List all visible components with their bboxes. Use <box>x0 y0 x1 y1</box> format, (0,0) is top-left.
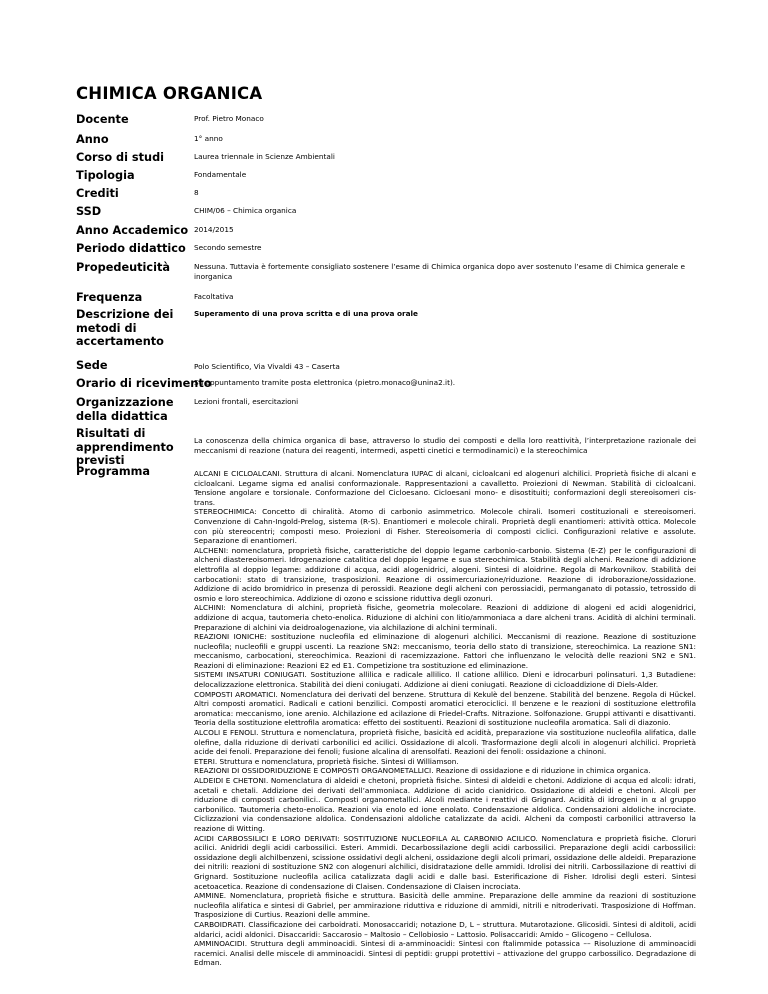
programma-paragraph: COMPOSTI AROMATICI. Nomenclatura dei derivati del benzene. Struttura di Kekulè del benzene. Stabilità del benzene. Regola di Hückel. Altri composti aromatici. Radicali e cationi benzilici. Composti aromatici eterociclici. Il benzene e le reazioni di sostituzione elettrofila aromatica: meccanismo, ione arenio. Alchilazione ed acilazione di Friedel-Crafts. Nitrazione. Solfonazione. Gruppi attivanti e disattivanti. Teoria della sostituzione elettrofila aromatica: effetto dei sostituenti. Reazioni di sostituzione nucleofila aromatica. Sali di diazonio. <box>194 689 696 728</box>
course-info-table <box>76 113 696 968</box>
programma-paragraph: ALCHINI: Nomenclatura di alchini, proprietà fisiche, geometria molecolare. Reazioni di addizione di alogeni ed acidi alogenidrici, addizione di acqua, tautomeria cheto-enolica. Riduzione di alchini con litio/ammoniaca a dare alcheni trans. Acidità di alchini terminali. Preparazione di alchini via deidroalogenazione, via alchilazione di alchini terminali. <box>194 603 696 632</box>
crediti-value: 8 <box>194 188 199 197</box>
programma-paragraph: ALCHENI: nomenclatura, proprietà fisiche, caratteristiche del doppio legame carbonio-carbonio. Sistema (E-Z) per le configurazioni di alcheni diastereoisomeri. Idrogenazione catalitica del doppio legame e sua stereochimica. Stabilità degli alcheni. Reazione di addizione elettrofila al doppio legame: addizione di acqua, acidi alogenidrici, alogeni. Sintesi di aloidrine. Regola di Markovnikov. Stabilità dei carbocationi: stato di transizione, trasposizioni. Reazione di ossimercuriazione/riduzione. Reazione di idroborazione/ossidazione. Addizione di acido bromidrico in presenza di perossidi. Reazione degli alcheni con perossiacidi, permanganato di potassio, tetrossido di osmio e loro stereochimica. Addizione di ozono e scissione riduttiva degli ozonuri. <box>194 545 696 603</box>
periodo-value: Secondo semestre <box>194 243 262 252</box>
orario-label: Orario di ricevimento <box>76 377 212 390</box>
anno-label: Anno <box>76 133 109 146</box>
ssd-label: SSD <box>76 205 102 218</box>
row-crediti <box>76 187 696 205</box>
sede-value: Polo Scientifico, Via Vivaldi 43 – Caserta <box>194 362 340 371</box>
row-risultati <box>76 427 696 465</box>
corso-value: Laurea triennale in Scienze Ambientali <box>194 152 335 161</box>
row-frequenza <box>76 291 696 308</box>
programma-content <box>194 465 696 968</box>
docente-label: Docente <box>76 113 129 126</box>
programma-paragraph: AMMINE. Nomenclatura, proprietà fisiche e struttura. Basicità delle ammine. Preparazione delle ammine da reazioni di sostituzione nucleofila alifatica e sintesi di Gabriel, per ammirazione riduttiva e riduzione di ammidi, nitrili e nitroderivati. Trasposizione di Hoffman. Trasposizione di Curtius. Reazioni delle ammine. <box>194 891 696 920</box>
row-propedeuticita <box>76 261 696 291</box>
row-sede <box>76 359 696 377</box>
programma-paragraph: ACIDI CARBOSSILICI E LORO DERIVATI: SOSTITUZIONE NUCLEOFILA AL CARBONIO ACILICO. Nomenclatura e proprietà fisiche. Cloruri acilici. Anidridi degli acidi carbossilici. Esteri. Ammidi. Decarbossilazione degli acidi carbossilici. Preparazione degli acidi carbossilici: ossidazione degli alchilbenzeni, scissione ossidativi degli alcheni, ossidazione degli alcoli primari, ossidazione delle aldeidi. Preparazione dei nitrili: reazioni di sostituzione SN2 con alogenuri alchilici, disidratazione delle ammidi. Idrolisi dei nitrili. Carbossilazione di reattivi di Grignard. Sostituzione nucleofila acilica catalizzata dagli acidi e dalle basi. Esterificazione di Fisher. Idrolisi degli esteri. Sintesi acetoacetica. Reazione di condensazione di Claisen. Condensazione di Claisen incrociata. <box>194 833 696 891</box>
anno-accademico-label: Anno Accademico <box>76 224 189 237</box>
programma-paragraph: CARBOIDRATI. Classificazione dei carboidrati. Monosaccaridi; notazione D, L – struttura. Mutarotazione. Glicosidi. Sintesi di alditoli, acidi aldarici, acidi aldonici. Disaccaridi: Saccarosio – Maltosio – Cellobiosio – Lattosio. Polisaccaridi: Amido – Glicogeno – Cellulosa. <box>194 919 696 939</box>
descrizione-label: Descrizione dei metodi di accertamento <box>76 308 174 348</box>
row-ssd <box>76 205 696 224</box>
programma-paragraph: ALCANI E CICLOALCANI. Struttura di alcani. Nomenclatura IUPAC di alcani, cicloalcani ed alogenuri alchilici. Proprietà fisiche di alcani e cicloalcani. Legame sigma ed analisi conformazionale. Rappresentazioni a cavalletto. Proiezioni di Newman. Stabilità di cicloalcani. Tensione angolare e torsionale. Conformazione del Cicloesano. Cicloesani mono- e disostituiti; conformazioni degli stereoisomeri cis-trans. <box>194 469 696 507</box>
frequenza-label: Frequenza <box>76 291 143 304</box>
periodo-label: Periodo didattico <box>76 242 186 255</box>
row-anno <box>76 133 696 151</box>
programma-paragraph: ALCOLI E FENOLI. Struttura e nomenclatura, proprietà fisiche, basicità ed acidità, preparazione via sostituzione nucleofila alifatica, dalle olefine, dalla riduzione di derivati carbonilici ed acilici. Ossidazione di alcoli. Trasformazione degli alcoli in alogenuri alchilici. Proprietà acide dei fenoli. Preparazione dei fenoli; fusione alcalina di arensolfati. Reazioni dei fenoli: ossidazione a chinoni. <box>194 728 696 757</box>
row-programma <box>76 465 696 968</box>
crediti-label: Crediti <box>76 187 119 200</box>
row-anno-accademico <box>76 224 696 242</box>
propedeuticita-label: Propedeuticità <box>76 261 171 274</box>
orario-value: Su appuntamento tramite posta elettronica (pietro.monaco@unina2.it). <box>194 378 456 387</box>
risultati-value: La conoscenza della chimica organica di base, attraverso lo studio dei composti e della loro reattività, l’interpretazione razionale dei meccanismi di reazione (natura dei reagenti, intermedi, aspetti cinetici e termodinamici) e la stereochimica <box>194 436 696 455</box>
programma-paragraph: REAZIONI DI OSSIDORIDUZIONE E COMPOSTI ORGANOMETALLICI. Reazione di ossidazione e di riduzione in chimica organica. <box>194 766 651 776</box>
row-descrizione <box>76 308 696 359</box>
programma-paragraph: ALDEIDI E CHETONI. Nomenclatura di aldeidi e chetoni, proprietà fisiche. Sintesi di aldeidi e chetoni. Addizione di acqua ed alcoli: idrati, acetali e chetali. Addizione dei derivati dell’ammoniaca. Addizione di acido cianidrico. Ossidazione di aldeidi e chetoni. Alcoli per riduzione di composti carbonilici.. Composti organometallici. Alcoli mediante i reattivi di Grignard. Acidità di idrogeni in α al gruppo carbonilico. Tautomeria cheto-enolica. Reazioni via enolo ed ione enolato. Condensazione aldolica. Condensazioni aldoliche incrociate. Ciclizzazioni via condensazione aldolica. Condensazioni aldoliche catalizzate da acidi. Alcheni da composti carbonilici attraverso la reazione di Witting. <box>194 776 696 833</box>
programma-paragraph: SISTEMI INSATURI CONIUGATI. Sostituzione allilica e radicale allilico. Il catione allilico. Dieni e idrocarburi polinsaturi. 1,3 Butadiene: delocalizzazione elettronica. Stabilità dei dieni coniugati. Addizione ai dieni coniugati. Reazione di cicloaddizione di Diels-Alder. <box>194 670 696 690</box>
row-orario <box>76 377 696 396</box>
programma-paragraph: STEREOCHIMICA: Concetto di chiralità. Atomo di carbonio asimmetrico. Molecole chirali. Isomeri costituzionali e stereoisomeri. Convenzione di Cahn-Ingold-Prelog, sistema (R-S). Enantiomeri e molecole chirali. Proprietà degli enantiomeri: attività ottica. Molecole con più stereocentri; composti meso. Proiezioni di Fisher. Stereoisomeria di composti ciclici. Configurazioni relative e assolute. Separazione di enantiomeri. <box>194 507 696 546</box>
row-corso <box>76 151 696 169</box>
tipologia-label: Tipologia <box>76 169 135 182</box>
page-title: CHIMICA ORGANICA <box>76 84 263 103</box>
sede-label: Sede <box>76 359 108 372</box>
docente-value: Prof. Pietro Monaco <box>194 114 264 123</box>
row-tipologia <box>76 169 696 187</box>
risultati-label: Risultati di apprendimento previsti <box>76 427 174 467</box>
programma-paragraph: AMMINOACIDI. Struttura degli amminoacidi. Sintesi di a-amminoacidi: Sintesi con ftalimmide potassica –– Risoluzione di amminoacidi racemici. Analisi delle miscele di amminoacidi. Sintesi di peptidi: gruppi protettivi – attivazione del gruppo carbossilico. Degradazione di Edman. <box>194 939 696 968</box>
descrizione-value: Superamento di una prova scritta e di una prova orale <box>194 309 418 318</box>
propedeuticita-value: Nessuna. Tuttavia è fortemente consigliato sostenere l’esame di Chimica organica dopo aver sostenuto l’esame di Chimica generale e inorganica <box>194 262 685 281</box>
tipologia-value: Fondamentale <box>194 170 247 179</box>
row-organizzazione <box>76 396 696 427</box>
row-periodo <box>76 242 696 261</box>
programma-paragraph: ETERI. Struttura e nomenclatura, proprietà fisiche. Sintesi di Williamson. <box>194 756 459 766</box>
organizzazione-label: Organizzazione della didattica <box>76 396 174 423</box>
anno-accademico-value: 2014/2015 <box>194 225 234 234</box>
row-docente <box>76 113 696 133</box>
frequenza-value: Facoltativa <box>194 292 234 301</box>
ssd-value: CHIM/06 – Chimica organica <box>194 206 297 215</box>
organizzazione-value: Lezioni frontali, esercitazioni <box>194 397 299 406</box>
corso-label: Corso di studi <box>76 151 165 164</box>
programma-label: Programma <box>76 465 151 478</box>
programma-paragraph: REAZIONI IONICHE: sostituzione nucleofila ed eliminazione di alogenuri alchilici. Meccanismi di reazione. Reazione di sostituzione nucleofila; nucleofili e gruppi uscenti. La reazione SN2: meccanismo, teoria dello stato di transizione, stereochimica. La reazione SN1: meccanismo, carbocationi, stereochimica. Reazioni di racemizzazione. Fattori che influenzano le velocità delle reazioni SN2 e SN1. Reazioni di eliminazione: Reazioni E2 ed E1. Competizione tra sostituzione ed eliminazione. <box>194 632 696 670</box>
anno-value: 1° anno <box>194 134 223 143</box>
